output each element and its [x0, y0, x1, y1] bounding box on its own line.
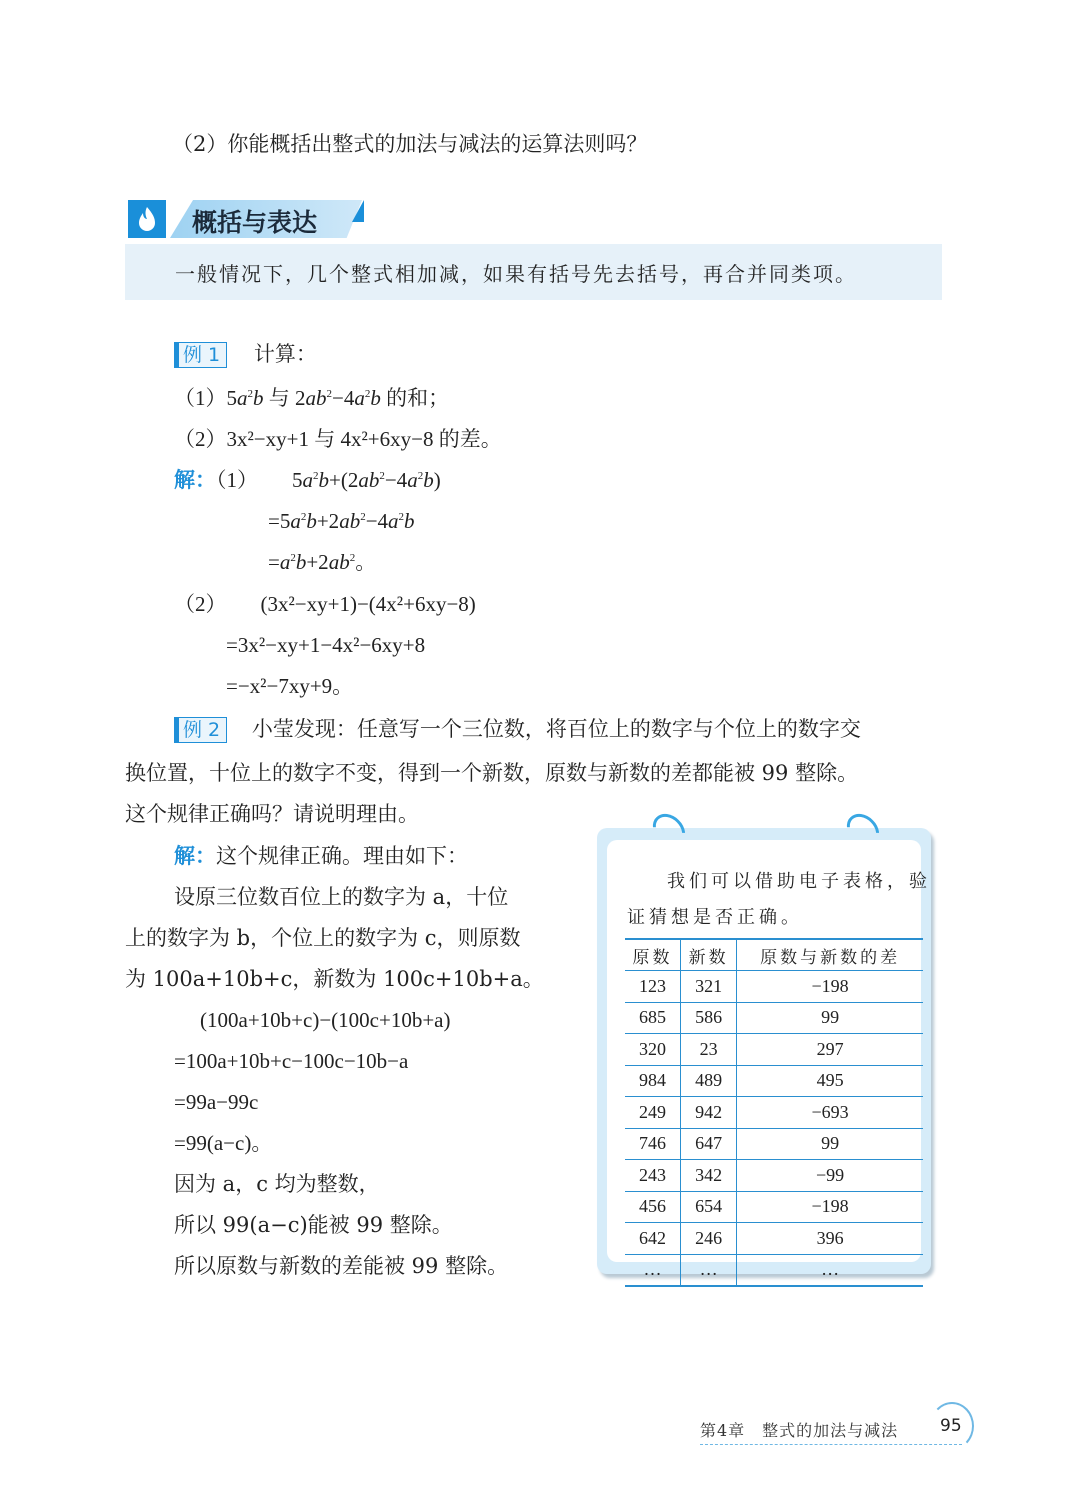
section-title: 概括与表达: [192, 208, 318, 237]
question-2: （2）你能概括出整式的加法与减法的运算法则吗？: [172, 132, 648, 156]
table-header: 原数与新数的差: [737, 939, 923, 971]
example1-solution2-line2: =3x²−xy+1−4x²−6xy+8: [226, 633, 426, 657]
example2-eq1: (100a+10b+c)−(100c+10b+a): [200, 1008, 451, 1032]
table-row: 243 342 −99: [625, 1160, 923, 1192]
example2-solution-intro: 解：这个规律正确。理由如下：: [174, 843, 468, 868]
footer-chapter: 第4章 整式的加法与减法: [700, 1421, 899, 1440]
table-row: 746 647 99: [625, 1128, 923, 1160]
example1-solution2-line1: （2） (3x²−xy+1)−(4x²+6xy−8): [174, 592, 476, 616]
footer-divider: [700, 1444, 962, 1445]
table-row: 685 586 99: [625, 1002, 923, 1034]
footer-ornament: [930, 1402, 974, 1450]
difference-table: [625, 938, 923, 1287]
example1-solution1-line3: $=a^2b+2ab^2$。: [268, 550, 377, 574]
table-row: 320 23 297: [625, 1034, 923, 1066]
table-header: 原数: [625, 939, 681, 971]
example1-q2: （2）3x²−xy+1 与 4x²+6xy−8 的差。: [174, 427, 502, 451]
table-row: 249 942 −693: [625, 1097, 923, 1129]
table-header: 新数: [681, 939, 737, 971]
flame-icon: [128, 200, 166, 238]
page-number: 95: [940, 1416, 962, 1436]
example2-p2: 上的数字为 b，个位上的数字为 c，则原数: [125, 926, 521, 950]
section-banner: [128, 200, 364, 238]
example2-line1: 例 2 小莹发现：任意写一个三位数，将百位上的数字与个位上的数字交: [174, 715, 861, 743]
table-row: 123 321 −198: [625, 971, 923, 1003]
example2-tag: 例 2: [174, 717, 227, 743]
table-row: 642 246 396: [625, 1223, 923, 1255]
note-card: [597, 828, 931, 1280]
example2-eq3: =99a−99c: [174, 1090, 259, 1114]
example2-eq2: =100a+10b+c−100c−10b−a: [174, 1049, 409, 1073]
example1-solution2-line3: =−x²−7xy+9。: [226, 674, 354, 698]
example2-p1: 设原三位数百位上的数字为 a，十位: [174, 885, 509, 909]
example2-c1: 因为 a，c 均为整数，: [174, 1172, 380, 1196]
table-row: 456 654 −198: [625, 1191, 923, 1223]
example1-header: [174, 340, 317, 368]
summary-text: 一般情况下，几个整式相加减，如果有括号先去括号，再合并同类项。: [175, 262, 857, 286]
example1-solution1-line2: $=5a^2b+2ab^2-4a^2b$: [268, 509, 415, 533]
note-text: 我们可以借助电子表格，验 证猜想是否正确。: [627, 871, 931, 928]
example2-c3: 所以原数与新数的差能被 99 整除。: [174, 1254, 509, 1278]
example1-solution1-line1: 解：（1） $5a^2b+(2ab^2-4a^2b)$: [174, 468, 441, 492]
example2-line2: 换位置，十位上的数字不变，得到一个新数，原数与新数的差都能被 99 整除。: [125, 761, 859, 785]
table-row: … … …: [625, 1254, 923, 1286]
summary-box: [125, 244, 942, 300]
example1-tag: 例 1: [174, 342, 227, 368]
table-row: 984 489 495: [625, 1065, 923, 1097]
example1-q1: $(1)5a^2b$ 与 $2ab^2-4a^2b$ 的和；: [174, 386, 450, 410]
example2-eq4: =99(a−c)。: [174, 1131, 273, 1155]
example1-intro: 计算：: [253, 342, 317, 366]
example2-line3: 这个规律正确吗？请说明理由。: [125, 802, 419, 826]
example2-c2: 所以 99(a−c)能被 99 整除。: [174, 1213, 453, 1237]
example2-p3: 为 100a+10b+c，新数为 100c+10b+a。: [125, 967, 544, 991]
